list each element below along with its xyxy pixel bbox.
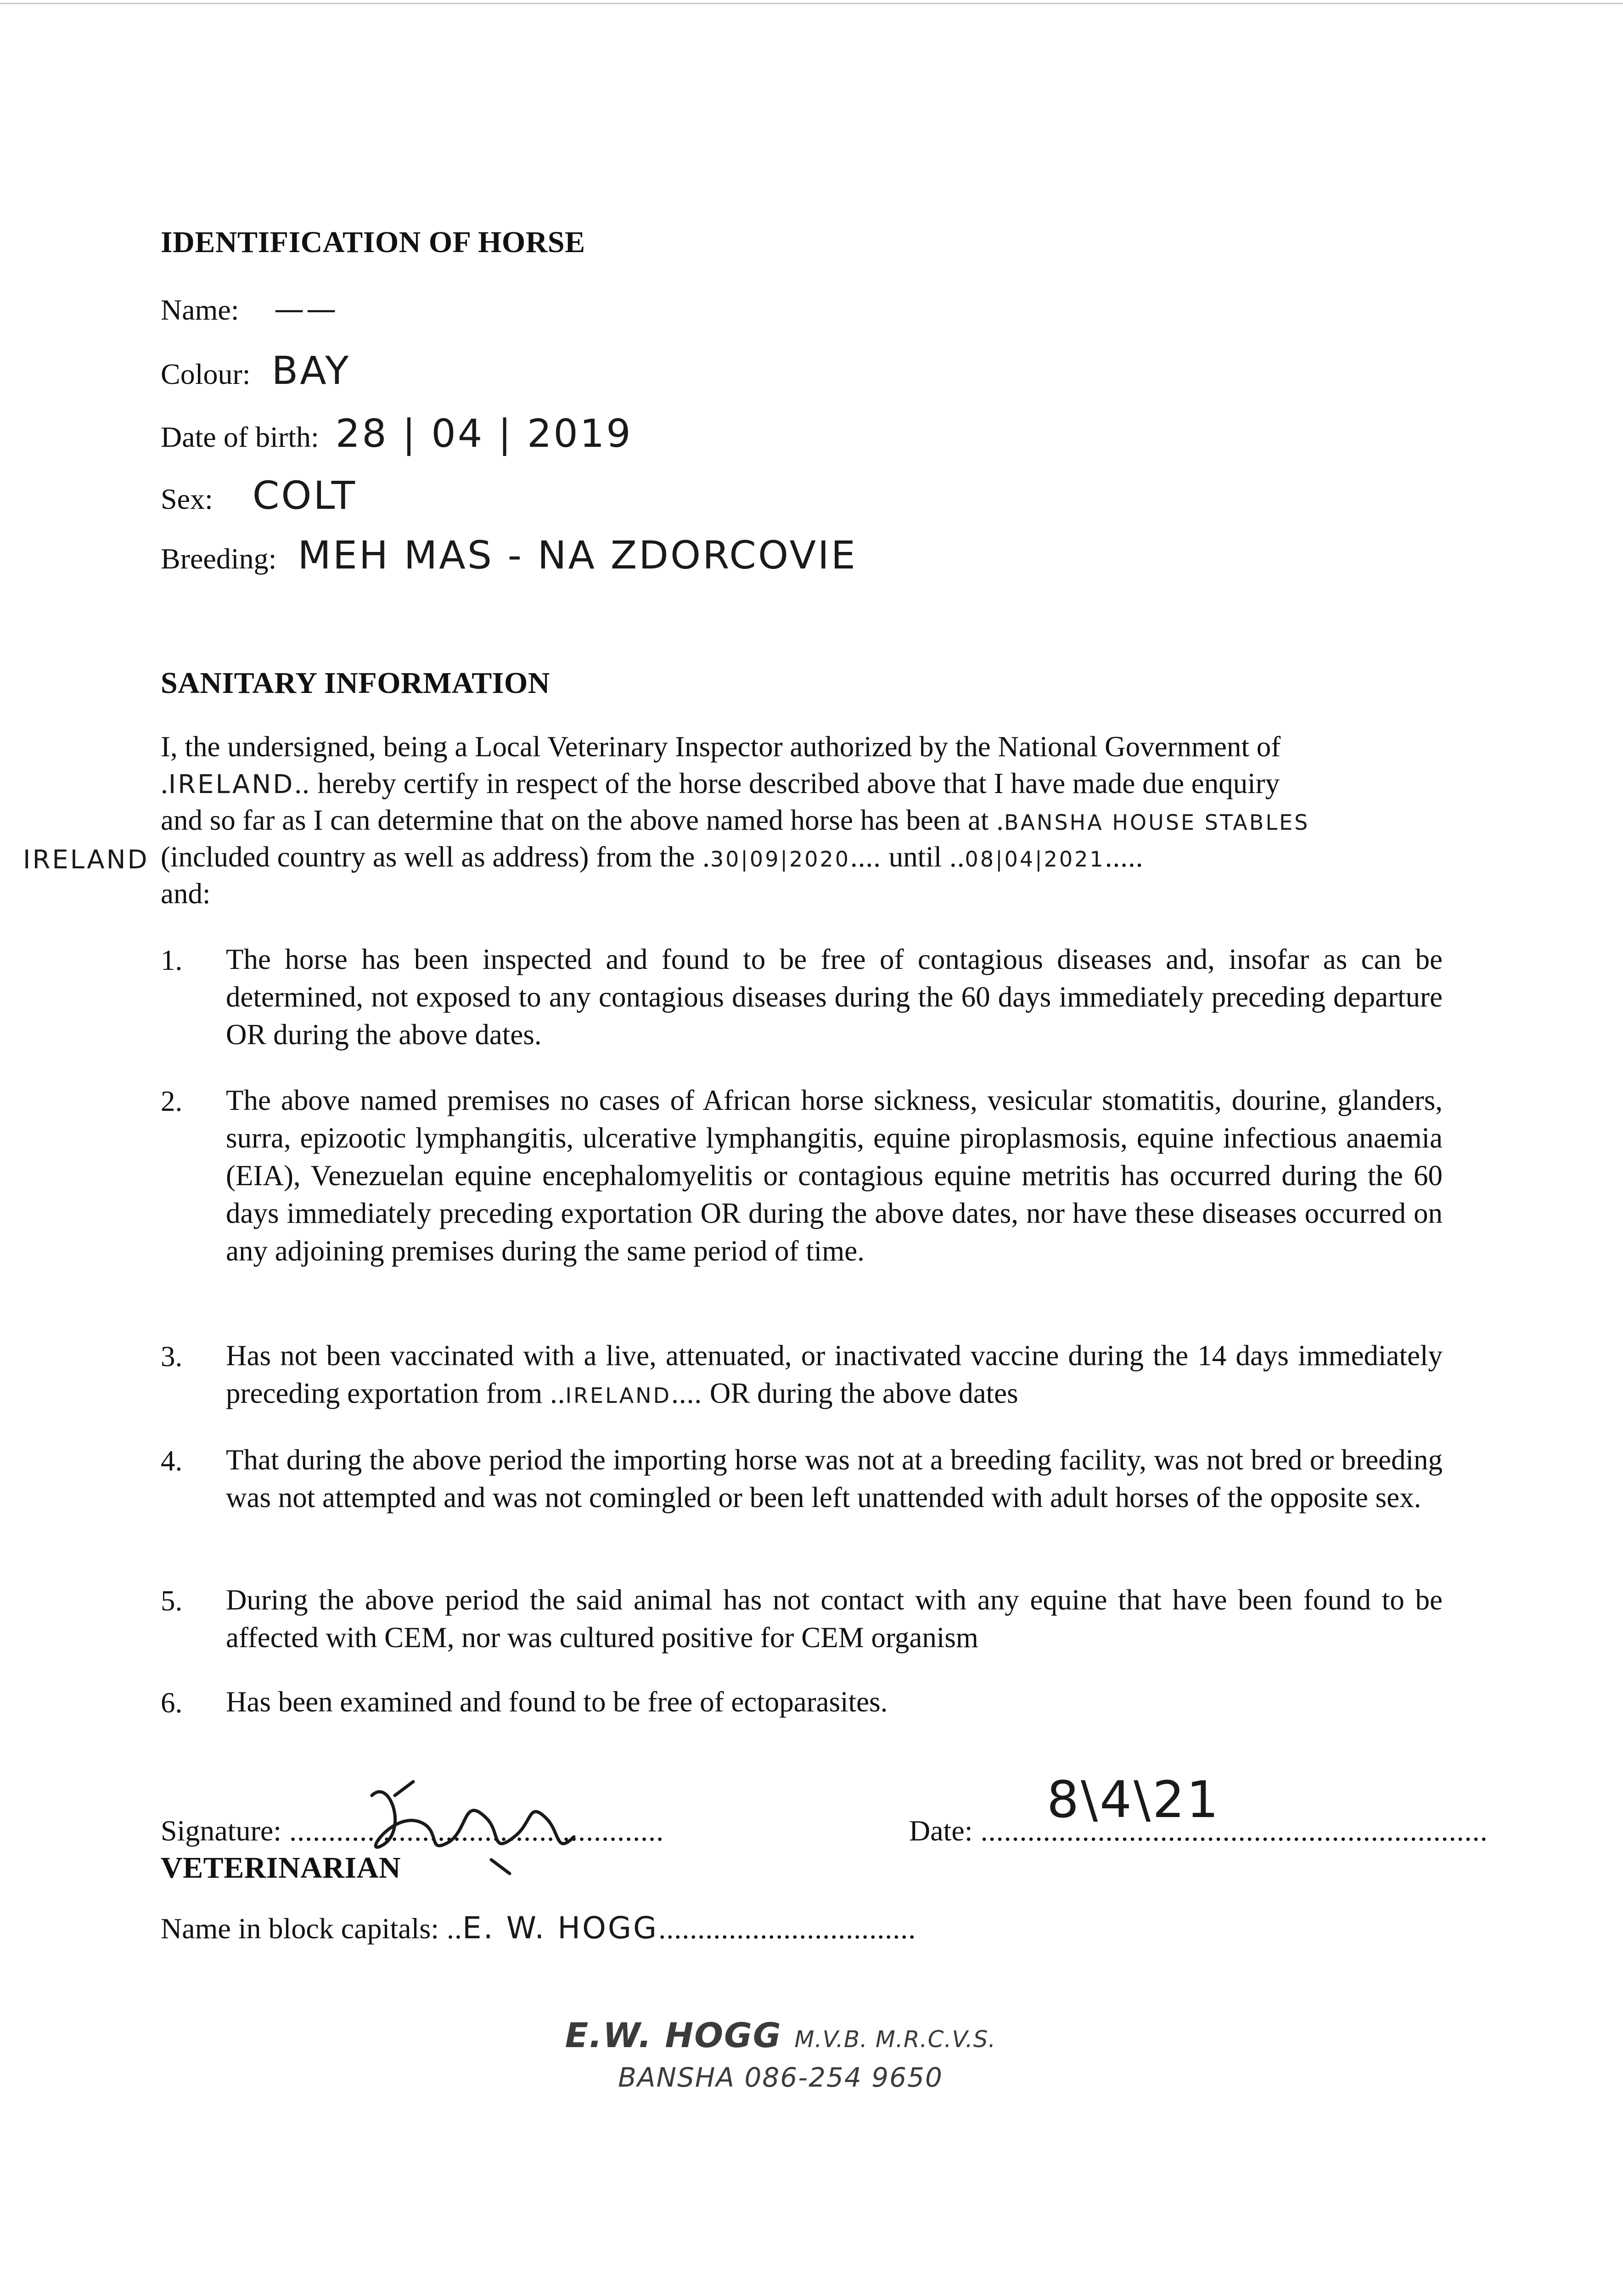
sanitary-line-2-text: hereby certify in respect of the horse described above that I have made due enquiry [317, 767, 1280, 799]
breeding-row [161, 533, 857, 578]
sanitary-line-4-text: (included country as well as address) from the [161, 841, 695, 873]
item-6-number: 6. [161, 1687, 183, 1719]
item-2-text: The above named premises no cases of African horse sickness, vesicular stomatitis, dourine, glanders, surra, epizootic lymphangitis, ulcerative lymphangitis, equine piroplasmosis, equine infectious anaemia (EIA), Venezuelan equine encephalomyelitis or contagious equine metritis has occurred during the 60 days immediately preceding exportation OR during the above dates, nor have these diseases occurred on any adjoining premises during the same period of time. [226, 1084, 1443, 1267]
item-3-text-a: Has not been vaccinated with a live, attenuated, or inactivated vaccine during the 14 days immediately preceding exportation from [226, 1339, 1443, 1409]
item-6-text: Has been examined and found to be free of ectoparasites. [226, 1686, 888, 1718]
name-value: —— [274, 292, 338, 327]
sanitary-line-1: I, the undersigned, being a Local Veterinary Inspector authorized by the National Government of [161, 731, 1281, 763]
sex-value: COLT [252, 473, 357, 518]
veterinarian-label: VETERINARIAN [161, 1851, 401, 1885]
premises-value: BANSHA HOUSE STABLES [1004, 810, 1310, 835]
sanitary-line-4: (included country as well as address) from the .30|09|2020.... until ..08|04|2021..... [161, 841, 1144, 873]
colour-row [161, 348, 350, 393]
block-capitals-value: E. W. HOGG [462, 1910, 659, 1946]
sanitary-line-5: and: [161, 878, 211, 910]
breeding-label: Breeding: [161, 542, 277, 575]
date-value: 8\4\21 [1047, 1770, 1221, 1829]
dob-label: Date of birth: [161, 421, 319, 453]
until-date-value: 08|04|2021 [965, 847, 1105, 872]
from-date-value: 30|09|2020 [710, 847, 851, 872]
colour-label: Colour: [161, 358, 251, 390]
item-3-number: 3. [161, 1340, 183, 1373]
block-capitals-label: Name in block capitals: [161, 1912, 439, 1945]
item-2-number: 2. [161, 1085, 183, 1117]
item-4-text: That during the above period the importing horse was not at a breeding facility, was not bred or breeding was not attempted and was not comingled or been left unattended with adult horses of the opposite sex. [226, 1444, 1443, 1514]
vet-stamp-name [551, 2016, 1010, 2055]
sanitary-heading: SANITARY INFORMATION [161, 666, 550, 700]
item-1-text: The horse has been inspected and found to be free of contagious diseases and, insofar as can be determined, not exposed to any contagious diseases during the 60 days immediately preceding departure OR during the above dates. [226, 943, 1443, 1051]
dob-row [161, 411, 633, 456]
item-1-number: 1. [161, 944, 183, 976]
sex-label: Sex: [161, 483, 213, 515]
colour-value: BAY [271, 348, 351, 393]
sanitary-line-3-text: and so far as I can determine that on the above named horse has been at [161, 804, 989, 836]
identification-heading: IDENTIFICATION OF HORSE [161, 225, 585, 259]
until-label: until [888, 841, 942, 873]
name-row [161, 292, 338, 327]
margin-note: IRELAND [23, 845, 149, 875]
sanitary-line-3: and so far as I can determine that on the above named horse has been at .BANSHA HOUSE STABLES [161, 804, 1310, 836]
name-label: Name: [161, 293, 239, 326]
sanitary-line-2: .IRELAND.. hereby certify in respect of the horse described above that I have made due enquiry [161, 767, 1280, 799]
date-label: Date: [909, 1814, 973, 1847]
item-3-text: Has not been vaccinated with a live, attenuated, or inactivated vaccine during the 14 days immediately preceding exportation from ..IRELAND.... OR during the above dates [226, 1339, 1443, 1409]
signature-row: Signature: ................................................ [161, 1814, 664, 1847]
item-3-country: IRELAND [565, 1383, 672, 1408]
date-row: Date: ................................................................. [909, 1814, 1488, 1847]
item-5-number: 5. [161, 1585, 183, 1617]
country-value: IRELAND [168, 770, 295, 799]
top-border-line [0, 3, 1623, 4]
item-3-text-b: OR during the above dates [709, 1377, 1018, 1409]
block-capitals-row: Name in block capitals: ..E. W. HOGG................................. [161, 1910, 916, 1946]
breeding-value: MEH MAS - NA ZDORCOVIE [298, 533, 857, 578]
vet-stamp-address: BANSHA 086-254 9650 [618, 2062, 943, 2093]
stamp-qualifications: M.V.B. M.R.C.V.S. [794, 2026, 996, 2053]
item-5-text: During the above period the said animal has not contact with any equine that have been found to be affected with CEM, nor was cultured positive for CEM organism [226, 1584, 1443, 1654]
stamp-name: E.W. HOGG [565, 2016, 782, 2055]
item-4-number: 4. [161, 1445, 183, 1477]
dob-value: 28 | 04 | 2019 [335, 411, 633, 456]
sex-row [161, 473, 357, 518]
signature-label: Signature: [161, 1814, 282, 1847]
